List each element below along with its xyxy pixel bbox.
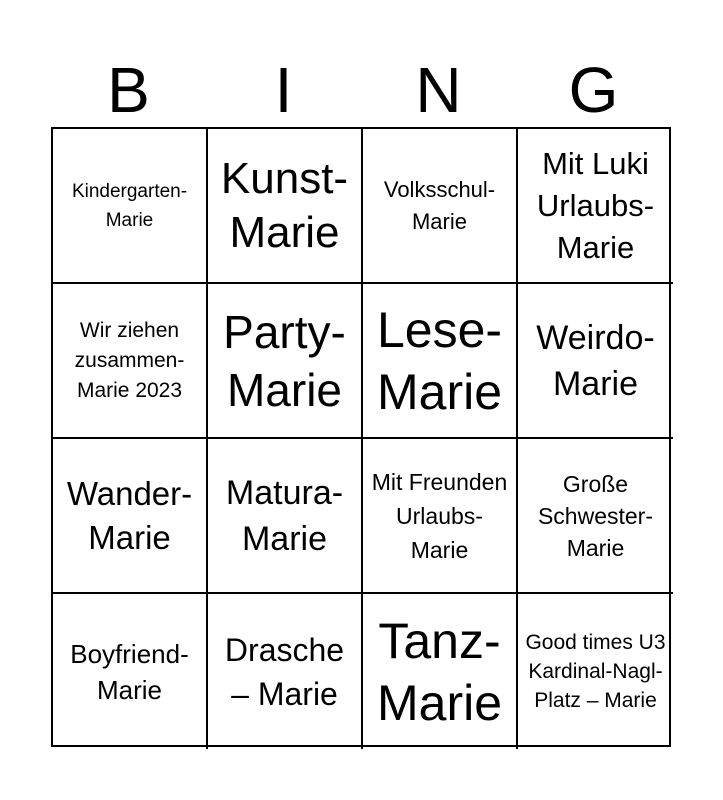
cell-label: Kindergarten-Marie [71, 180, 188, 231]
cell-label: Mit Freunden Urlaubs-Marie [371, 468, 508, 563]
cell-label: Weirdo-Marie [536, 318, 655, 403]
bingo-cell-2[interactable] [208, 129, 363, 284]
cell-label: Tanz-Marie [376, 612, 503, 731]
bingo-header [51, 52, 671, 128]
cell-label: Große Schwester-Marie [537, 470, 654, 561]
cell-label: Wir ziehen zusammen-Marie 2023 [74, 318, 185, 402]
bingo-card-grid [51, 127, 671, 747]
cell-label: Good times U3 Kardinal-Nagl-Platz – Marie [525, 631, 666, 712]
bingo-cell-12[interactable] [518, 439, 673, 594]
bingo-cell-4[interactable] [518, 129, 673, 284]
bingo-cell-3[interactable] [363, 129, 518, 284]
cell-label: Mit Luki Urlaubs-Marie [536, 145, 655, 265]
bingo-cell-7[interactable] [363, 284, 518, 439]
cell-label: Boyfriend-Marie [70, 638, 189, 705]
bingo-cell-1[interactable] [53, 129, 208, 284]
bingo-cell-10[interactable] [208, 439, 363, 594]
header-letter-i: I [274, 54, 293, 126]
bingo-cell-16[interactable] [518, 594, 673, 749]
bingo-cell-8[interactable] [518, 284, 673, 439]
bingo-cell-15[interactable] [363, 594, 518, 749]
bingo-cell-11[interactable] [363, 439, 518, 594]
header-letter-b: B [107, 54, 150, 126]
bingo-cell-13[interactable] [53, 594, 208, 749]
bingo-cell-9[interactable] [53, 439, 208, 594]
bingo-cell-6[interactable] [208, 284, 363, 439]
cell-label: Volksschul-Marie [383, 176, 496, 234]
bingo-cell-5[interactable] [53, 284, 208, 439]
cell-label: Wander-Marie [66, 474, 193, 556]
cell-label: Drasche – Marie [224, 631, 345, 712]
cell-label: Party-Marie [223, 305, 346, 416]
cell-label: Kunst-Marie [220, 153, 349, 257]
header-letter-n: N [415, 54, 462, 126]
header-letter-g: G [568, 54, 619, 126]
cell-label: Lese-Marie [376, 301, 503, 420]
cell-label: Matura-Marie [225, 473, 344, 558]
bingo-cell-14[interactable] [208, 594, 363, 749]
